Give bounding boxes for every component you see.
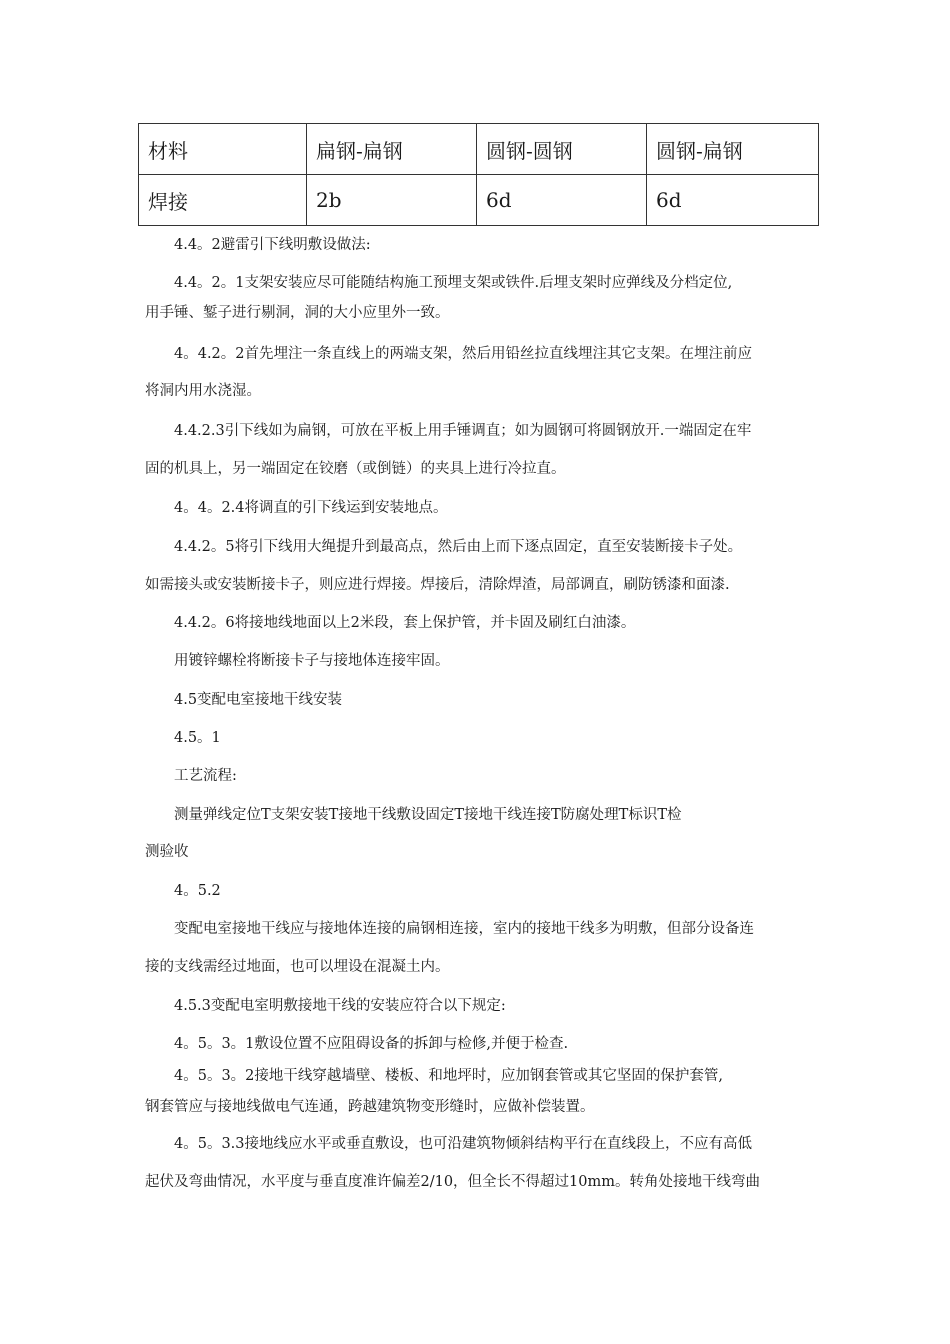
- paragraph-line: 4。4。2.4将调直的引下线运到安装地点。: [174, 500, 448, 516]
- paragraph-line: 将洞内用水浇湿。: [145, 383, 261, 399]
- paragraph-line: 工艺流程:: [174, 768, 237, 784]
- paragraph-line: 4.4。2避雷引下线明敷设做法:: [174, 237, 371, 253]
- table-header-row: [139, 124, 819, 175]
- paragraph-line: 变配电室接地干线应与接地体连接的扁钢相连接，室内的接地干线多为明敷，但部分设备连: [174, 921, 754, 937]
- paragraph-line: 4.5.3变配电室明敷接地干线的安装应符合以下规定:: [174, 998, 506, 1014]
- paragraph-line: 4.4.2。6将接地线地面以上2米段，套上保护管，并卡固及刷红白油漆。: [174, 615, 636, 631]
- paragraph-line: 如需接头或安装断接卡子，则应进行焊接。焊接后，清除焊渣，局部调直，刷防锈漆和面漆.: [145, 577, 730, 593]
- paragraph-line: 钢套管应与接地线做电气连通，跨越建筑物变形缝时，应做补偿装置。: [145, 1099, 595, 1115]
- welding-length-table: [138, 123, 819, 226]
- paragraph-line: 4。5。3.3接地线应水平或垂直敷设，也可沿建筑物倾斜结构平行在直线段上，不应有高低: [174, 1136, 753, 1152]
- table-row: [139, 175, 819, 226]
- table-cell: 圆钢-圆钢: [477, 124, 647, 175]
- paragraph-line: 起伏及弯曲情况，水平度与垂直度准许偏差2/10，但全长不得超过10mm。转角处接地干线弯曲: [145, 1174, 761, 1190]
- paragraph-line: 测验收: [145, 844, 189, 860]
- paragraph-line: 4。5。3。1敷设位置不应阻碍设备的拆卸与检修,并便于检查.: [174, 1036, 569, 1052]
- paragraph-line: 4.4.2。5将引下线用大绳提升到最高点，然后由上而下逐点固定，直至安装断接卡子处。: [174, 539, 743, 555]
- paragraph-line: 4。4.2。2首先埋注一条直线上的两端支架，然后用铅丝拉直线埋注其它支架。在埋注前应: [174, 346, 753, 362]
- paragraph-line: 固的机具上，另一端固定在铰磨（或倒链）的夹具上进行冷拉直。: [145, 461, 566, 477]
- paragraph-line: 接的支线需经过地面，也可以埋设在混凝土内。: [145, 959, 450, 975]
- paragraph-line: 4.5。1: [174, 730, 221, 746]
- table-cell: 焊接: [139, 175, 307, 226]
- paragraph-line: 4.4.2.3引下线如为扁钢，可放在平板上用手锤调直；如为圆钢可将圆钢放开.一端固定在牢: [174, 423, 752, 439]
- paragraph-line: 4.4。2。1支架安装应尽可能随结构施工预埋支架或铁件.后埋支架时应弹线及分档定位,: [174, 275, 733, 291]
- table-cell: 2b: [307, 175, 477, 226]
- paragraph-line: 4。5.2: [174, 883, 221, 899]
- table-cell: 6d: [477, 175, 647, 226]
- table-cell: 6d: [647, 175, 819, 226]
- paragraph-line: 用镀锌螺栓将断接卡子与接地体连接牢固。: [174, 653, 450, 669]
- table-cell: 圆钢-扁钢: [647, 124, 819, 175]
- table-cell: 材料: [139, 124, 307, 175]
- paragraph-line: 4。5。3。2接地干线穿越墙壁、楼板、和地坪时，应加钢套管或其它坚固的保护套管,: [174, 1068, 724, 1084]
- paragraph-line: 用手锤、錾子进行剔洞，洞的大小应里外一致。: [145, 305, 450, 321]
- section-heading: 4.5变配电室接地干线安装: [174, 692, 343, 708]
- table-cell: 扁钢-扁钢: [307, 124, 477, 175]
- paragraph-line: 测量弹线定位T支架安装T接地干线敷设固定T接地干线连接T防腐处理T标识T检: [174, 807, 682, 823]
